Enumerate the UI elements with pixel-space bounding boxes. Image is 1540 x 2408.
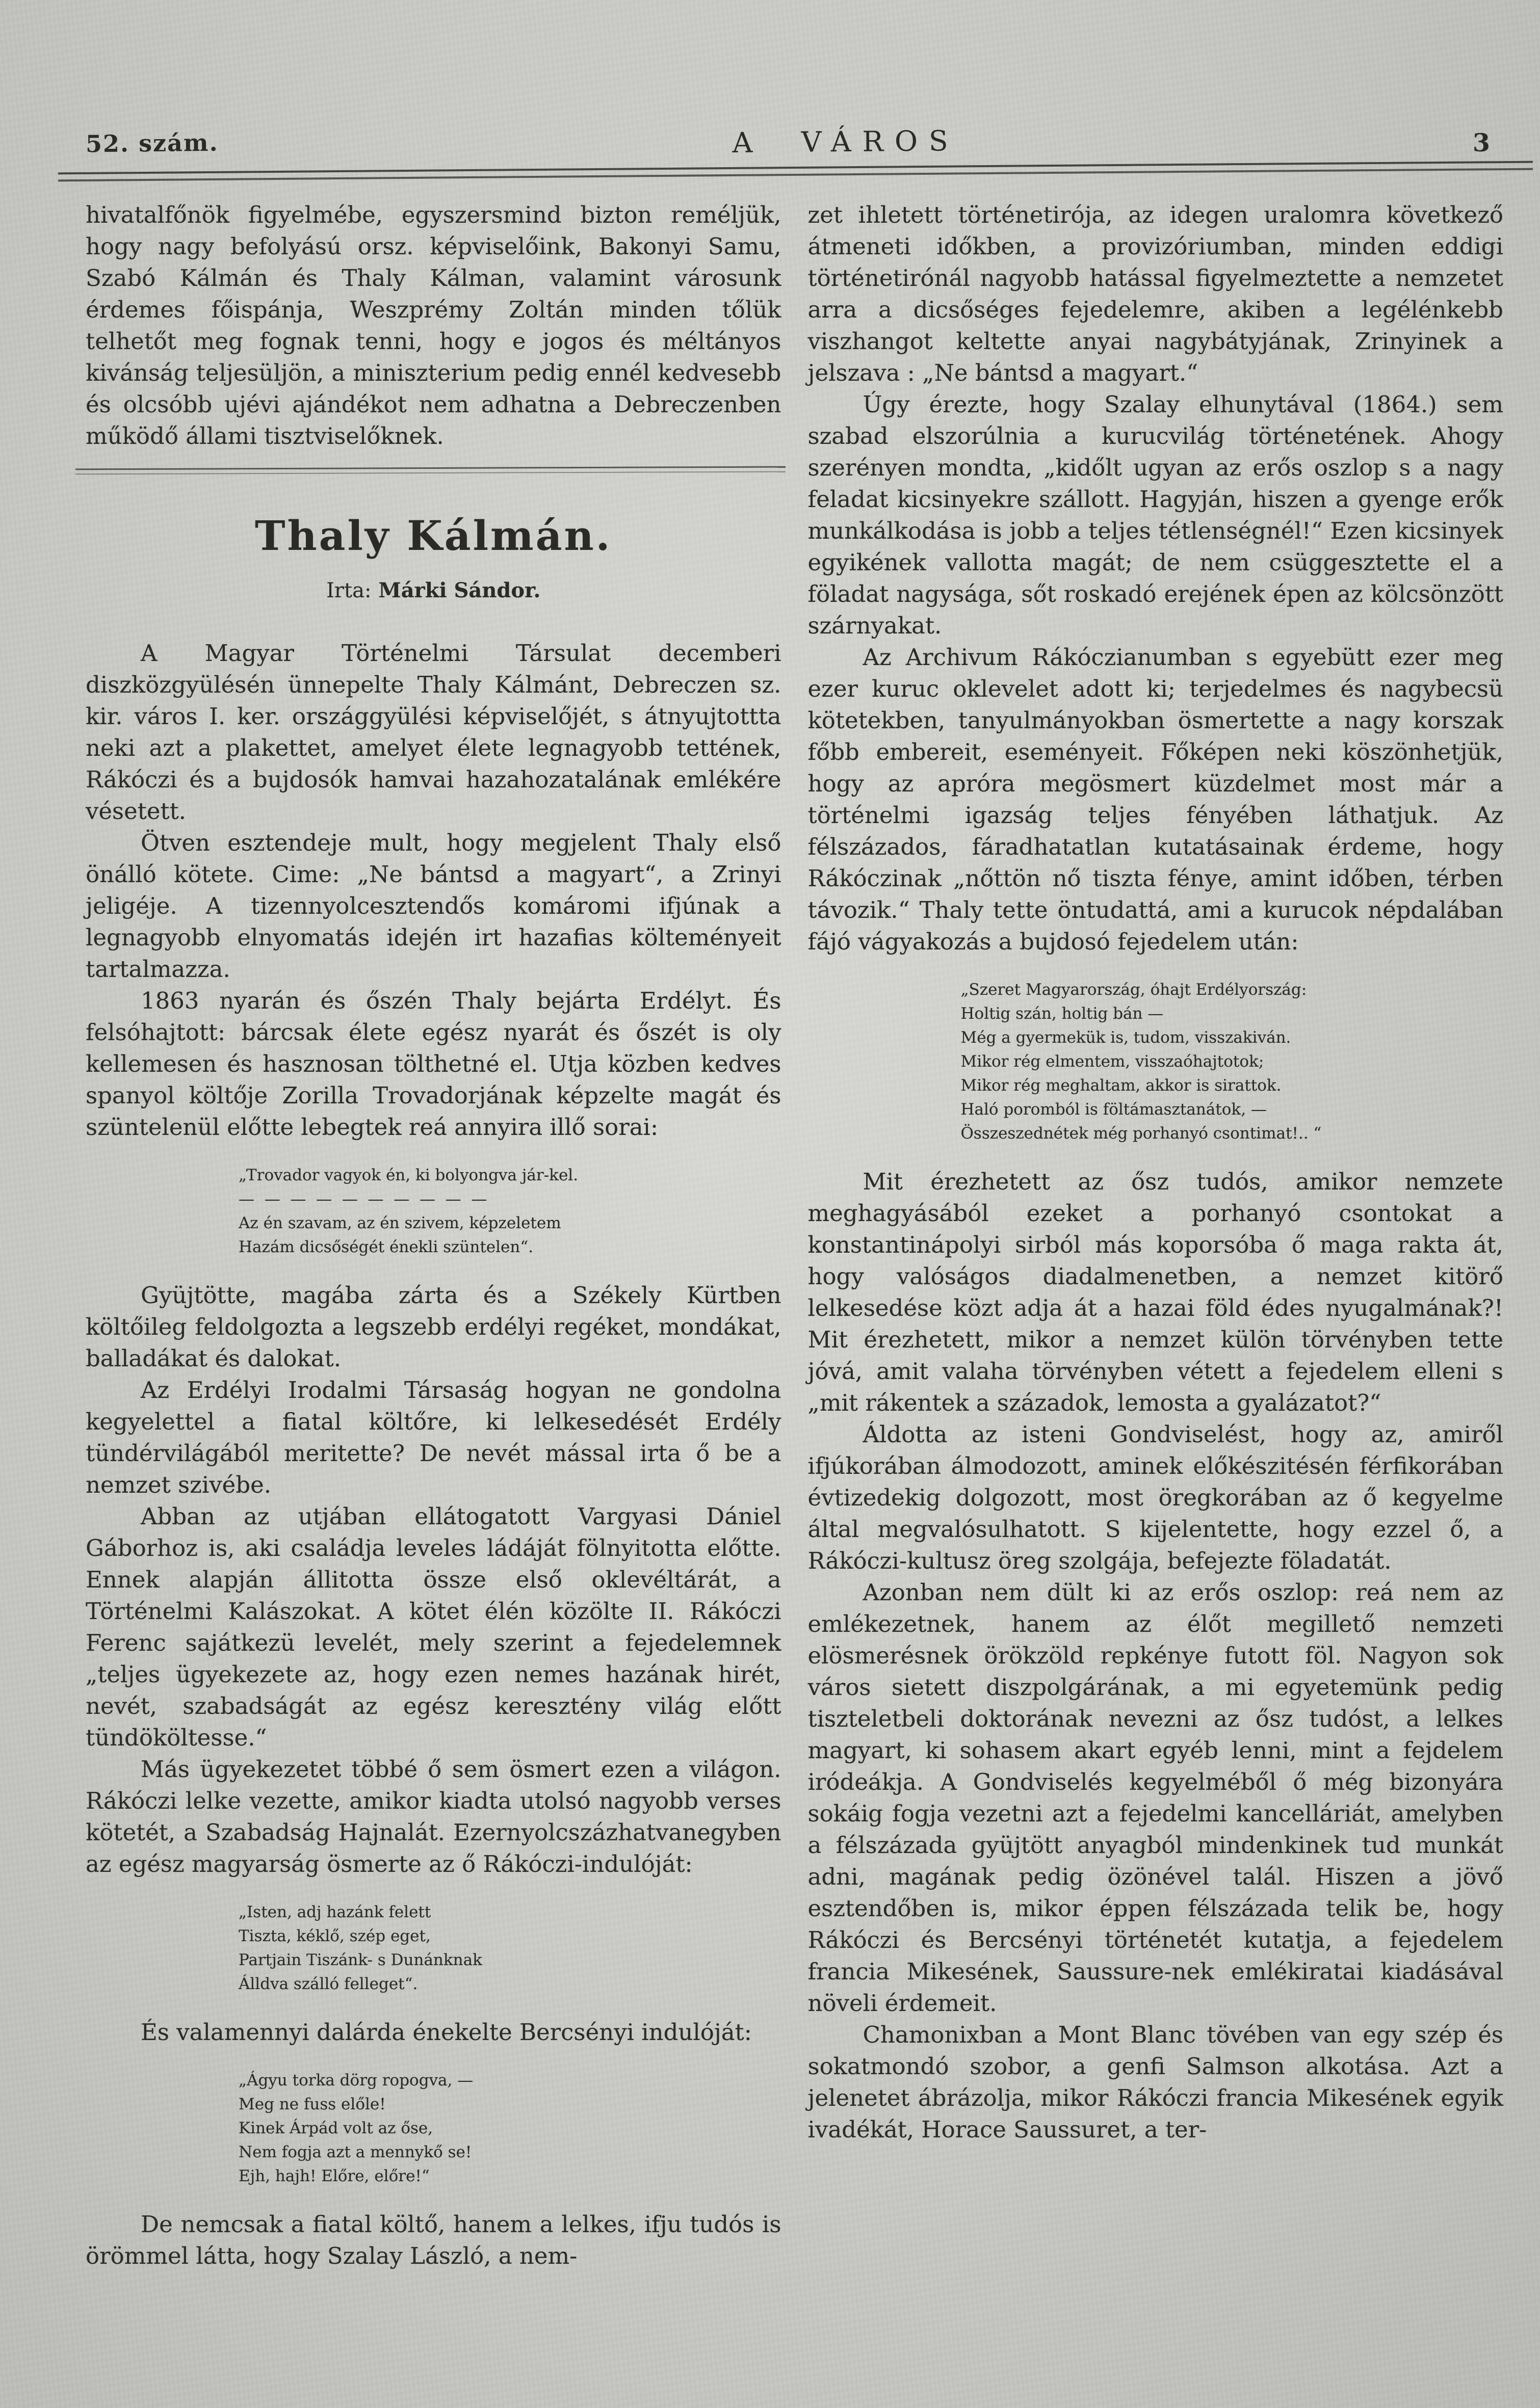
verse-line: — — — — — — — — — — bbox=[239, 1190, 487, 1208]
paragraph: De nemcsak a fiatal költő, hanem a lelkes, ifju tudós is örömmel látta, hogy Szalay László, a nem- bbox=[86, 2211, 781, 2269]
article-title: Thaly Kálmán. bbox=[254, 512, 612, 560]
byline-author: Márki Sándor. bbox=[378, 578, 541, 602]
verse-line: „Ágyu torka dörg ropogva, — bbox=[239, 2071, 474, 2089]
section-divider-rule bbox=[75, 466, 786, 475]
paragraph: Az Archivum Rákóczianumban s egyebütt ezer meg ezer kuruc oklevelet adott ki; terjedelmes és nagybecsü kötetekben, tanyulmányokban ösmertette a nagy korszak főbb embereit, eseményeit. Főképen neki köszönhetjük, hogy az apróra megösmert küzdelmet most már a történelmi igazság teljes fényében láthatjuk. Az félszázados, fáradhatatlan kutatásainak érdeme, hogy Rákóczinak „nőttön nő tiszta fénye, amint időben, térben távozik.“ Thaly tette öntudattá, ami a kurucok népdalában fájó vágyakozás a bujdosó fejedelem után: bbox=[807, 644, 1503, 955]
paragraph: A Magyar Történelmi Társulat decemberi diszközgyülésén ünnepelte Thaly Kálmánt, Debreczen sz. kir. város I. ker. országgyülési képviselőjét, s átnyujtottta neki azt a plakettet, amelyet élete legnagyobb tettének, Rákóczi és a bujdosók hamvai hazahozatalának emlékére vésetett. bbox=[86, 640, 781, 825]
article-body bbox=[86, 199, 1503, 2272]
verse-line: Mikor rég meghaltam, akkor is sirattok. bbox=[960, 1076, 1282, 1095]
paragraph: zet ihletett történetirója, az idegen uralomra következő átmeneti időkben, a provizóriumban, minden eddigi történetirónál nagyobb hatással figyelmeztette a nemzetet arra a dicsőséges fejedelemre, akiben a legélénkebb viszhangot keltette anyai nagybátyjának, Zrinyinek a jelszava : „Ne bántsd a magyart.“ bbox=[807, 201, 1503, 386]
paragraph: Abban az utjában ellátogatott Vargyasi Dániel Gáborhoz is, aki családja leveles ládáját fölnyitotta előtte. Ennek alapján állitotta össze első oklevéltárát, a Történelmi Kalászokat. A kötet élén közölte II. Rákóczi Ferenc sajátkezü levelét, mely szerint a fejedelemnek „teljes ügyekezete az, hogy ezen nemes hazának hirét, nevét, szabadságát az egész keresztény világ előtt tündököltesse.“ bbox=[86, 1503, 781, 1751]
verse-line: Holtig szán, holtig bán — bbox=[960, 1004, 1164, 1023]
paragraph: Chamonixban a Mont Blanc tövében van egy szép és sokatmondó szobor, a genfi Salmson alkotása. Azt a jelenetet ábrázolja, mikor Rákóczi francia Mikesének egyik ivadékát, Horace Saussuret, a ter- bbox=[807, 2021, 1503, 2143]
paragraph: Áldotta az isteni Gondviselést, hogy az, amiről ifjúkorában álmodozott, aminek előkészitésén férfikorában évtizedekig dolgozott, most öregkorában az ő kegyelme által megvalósulhatott. S kijelentette, hogy ezzel ő, a Rákóczi-kultusz öreg szolgája, befejezte föladatát. bbox=[807, 1421, 1503, 1574]
verse-line: „Trovador vagyok én, ki bolyongva jár-kel. bbox=[239, 1166, 579, 1184]
paragraph: 1863 nyarán és őszén Thaly bejárta Erdélyt. És felsóhajtott: bárcsak élete egész nyarát és őszét is oly kellemesen és hasznosan tölthetné el. Utja közben kedves spanyol költője Zorilla Trovadorjának képzelte magát és szüntelenül előtte lebegtek reá annyira illő sorai: bbox=[86, 987, 781, 1141]
paragraph: Gyüjtötte, magába zárta és a Székely Kürtben költőileg feldolgozta a legszebb erdélyi regéket, mondákat, balladákat és dalokat. bbox=[86, 1282, 781, 1372]
left-column bbox=[86, 199, 781, 2272]
page-header bbox=[85, 124, 1503, 159]
verse-quote bbox=[86, 1900, 781, 1996]
right-column bbox=[808, 199, 1504, 2272]
verse-line: „Isten, adj hazánk felett bbox=[239, 1903, 431, 1921]
byline-prefix: Irta: bbox=[326, 579, 372, 602]
verse-line: Meg ne fuss előle! bbox=[239, 2095, 386, 2113]
verse-line: Tiszta, kéklő, szép eget, bbox=[239, 1927, 431, 1945]
paragraph: Azonban nem dült ki az erős oszlop: reá nem az emlékezetnek, hanem az élőt megillető nemzeti elösmerésnek örökzöld repkénye futott föl. Nagyon sok város sietett diszpolgárának, a mi egyetemünk pedig tiszteletbeli doktorának nevezni az ősz tudóst, a lelkes magyart, ki sohasem akart egyéb lenni, mint a fejdelem iródeákja. A Gondviselés kegyelméből ő még bizonyára sokáig fogja vezetni azt a fejedelmi kancelláriát, amelyben a félszázada gyüjtött anyagból mindenkinek tud munkát adni, magának pedig özönével talál. Hiszen a jövő esztendőben is, mikor éppen félszázada telik be, hogy Rákóczi és Bercsényi történetét kutatja, a fejedelem francia Mikesének, Saussure-nek emlékiratai kiadásával növeli érdemeit. bbox=[807, 1579, 1503, 2017]
verse-line: „Szeret Magyarország, óhajt Erdélyország: bbox=[960, 981, 1307, 999]
page-number: 3 bbox=[1472, 128, 1490, 157]
verse-quote bbox=[808, 978, 1504, 1146]
header-double-rule bbox=[58, 161, 1533, 182]
issue-number: 52. szám. bbox=[85, 128, 219, 158]
verse-line: Kinek Árpád volt az őse, bbox=[239, 2119, 433, 2137]
paragraph: És valamennyi dalárda énekelte Bercsényi indulóját: bbox=[141, 2019, 752, 2046]
verse-line: Álldva szálló felleget“. bbox=[239, 1975, 418, 1993]
verse-line: Még a gyermekük is, tudom, visszakiván. bbox=[960, 1028, 1291, 1047]
paragraph: Az Erdélyi Irodalmi Társaság hogyan ne gondolna kegyelettel a fiatal költőre, ki lelkesedését Erdély tündérvilágából meritette? De nevét mással irta ő be a nemzet szivébe. bbox=[86, 1377, 781, 1498]
verse-line: Nem fogja azt a mennykő se! bbox=[239, 2143, 472, 2161]
verse-line: Hazám dicsőségét énekli szüntelen“. bbox=[239, 1238, 534, 1256]
paragraph: Más ügyekezetet többé ő sem ösmert ezen a világon. Rákóczi lelke vezette, amikor kiadta utolsó nagyobb verses kötetét, a Szabadság Hajnalát. Ezernyolcszázhatvanegyben az egész magyarság ösmerte az ő Rákóczi-indulóját: bbox=[86, 1756, 781, 1877]
verse-line: Az én szavam, az én szivem, képzeletem bbox=[239, 1214, 561, 1232]
verse-line: Összeszednétek még porhanyó csontimat!.. “ bbox=[960, 1124, 1322, 1143]
paragraph: Úgy érezte, hogy Szalay elhunytával (1864.) sem szabad elszorúlnia a kurucvilág történetének. Ahogy szerényen mondta, „kidőlt ugyan az erős oszlop s a nagy feladat kicsinyekre szállott. Hagyján, hiszen a gyenge erők munkálkodása is jobb a teljes tétlenségnél!“ Ezen kicsinyek egyikének vallotta magát; de nem csüggesztette el a föladat nagysága, sőt roskadó erejének épen az kölcsönzött szárnyakat. bbox=[807, 391, 1503, 639]
paragraph: Ötven esztendeje mult, hogy megjelent Thaly első önálló kötete. Cime: „Ne bántsd a magyart“, a Zrinyi jeligéje. A tizennyolcesztendős komáromi ifjúnak a legnagyobb elnyomatás idején irt hazafias költeményeit tartalmazza. bbox=[86, 829, 781, 983]
paragraph: hivatalfőnök figyelmébe, egyszersmind bizton reméljük, hogy nagy befolyású orsz. képviselőink, Bakonyi Samu, Szabó Kálmán és Thaly Kálman, valamint városunk érdemes főispánja, Weszprémy Zoltán minden tőlük telhetőt meg fognak tenni, hogy e jogos és méltányos kivánság teljesüljön, a miniszterium pedig ennél kedvesebb és olcsóbb ujévi ajándékot nem adhatna a Debreczenben működő állami tisztviselőknek. bbox=[86, 201, 781, 449]
verse-quote bbox=[86, 2069, 781, 2188]
verse-line: Haló poromból is föltámasztanátok, — bbox=[960, 1100, 1267, 1119]
verse-quote bbox=[86, 1163, 781, 1259]
verse-line: Partjain Tiszánk- s Dunánknak bbox=[239, 1951, 482, 1969]
byline bbox=[86, 577, 781, 604]
verse-line: Mikor rég elmentem, visszaóhajtotok; bbox=[960, 1052, 1264, 1071]
newspaper-masthead: A VÁROS bbox=[732, 124, 959, 159]
verse-line: Ejh, hajh! Előre, előre!“ bbox=[239, 2167, 430, 2185]
paragraph: Mit érezhetett az ősz tudós, amikor nemzete meghagyásából ezeket a porhanyó csontokat a konstantinápolyi sirból más koporsóba ő maga rakta át, hogy valóságos diadalmenetben, a nemzet kitörő lelkesedése közt adja át a hazai föld édes nyugalmának?! Mit érezhetett, mikor a nemzet külön törvényben tette jóvá, amit valaha törvényben vétett a fejedelem elleni s „mit rákentek a századok, lemosta a gyalázatot?“ bbox=[807, 1168, 1503, 1416]
